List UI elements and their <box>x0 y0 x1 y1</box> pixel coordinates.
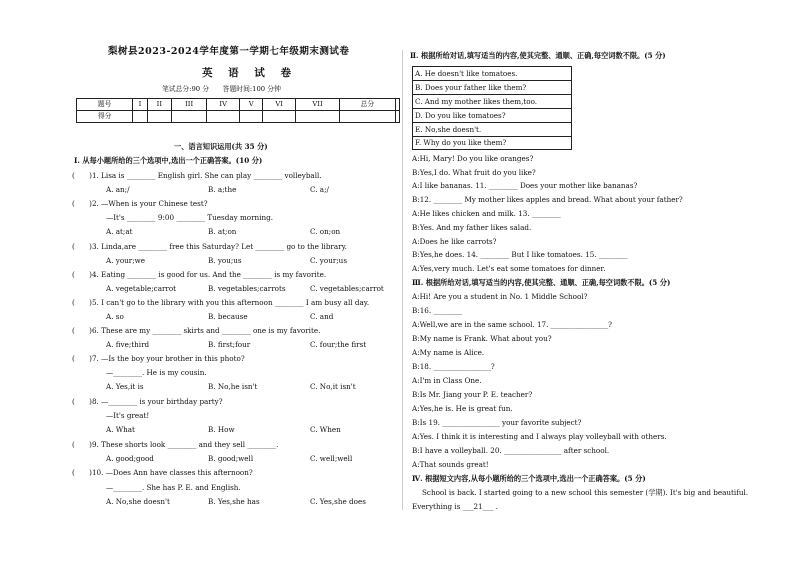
dialog2-line: B:Yes. And my father likes salad. <box>412 223 532 232</box>
section2-heading: Ⅱ. 根据所给对话,填写适当的内容,使其完整、通顺、正确,每空词数不限。(5 分) <box>410 51 666 60</box>
q7-line2: —________. He is my cousin. <box>106 368 207 377</box>
score-header-cell: 题号 <box>77 99 133 111</box>
q8-option-b[interactable]: B. How <box>208 425 235 434</box>
score-cell[interactable] <box>133 111 147 123</box>
option-e: E. No,she doesn't. <box>415 125 482 134</box>
dialog2-line: B:Yes,I do. What fruit do you like? <box>412 168 536 177</box>
score-cell[interactable] <box>339 111 395 123</box>
q10-option-a[interactable]: A. No,she doesn't <box>106 497 170 506</box>
exam-title: 梨树县2023-2024学年度第一学期七年级期末测试卷 <box>108 46 350 57</box>
question-2: ( )2. —When is your Chinese test? <box>72 199 208 208</box>
score-header-cell: III <box>172 99 207 111</box>
score-header-cell: V <box>240 99 263 111</box>
option-b: B. Does your father like them? <box>415 83 527 92</box>
options-box <box>412 66 572 150</box>
q4-option-c[interactable]: C. vegetables;carrot <box>310 284 384 293</box>
q1-option-a[interactable]: A. an;/ <box>106 185 130 194</box>
q2-line2: —It's ________ 9:00 ________ Tuesday morning. <box>106 213 273 222</box>
q6-option-c[interactable]: C. four;the first <box>310 340 367 349</box>
option-f: F. Why do you like them? <box>415 138 507 147</box>
q2-option-c[interactable]: C. on;on <box>310 227 341 236</box>
option-c: C. And my mother likes them,too. <box>415 97 538 106</box>
dialog3-line: B:Is Mr. Jiang your P. E. teacher? <box>412 390 533 399</box>
q10-option-b[interactable]: B. Yes,she has <box>208 497 260 506</box>
score-header-cell: I <box>133 99 147 111</box>
q5-option-b[interactable]: B. because <box>208 312 248 321</box>
score-header-cell <box>396 99 400 111</box>
question-10: ( )10. —Does Ann have classes this afternoon? <box>72 468 253 477</box>
dialog3-line: A:Hi! Are you a student in No. 1 Middle School? <box>412 292 588 301</box>
q7-option-a[interactable]: A. Yes,it is <box>106 382 144 391</box>
part1-heading: Ⅰ. 从每小题所给的三个选项中,选出一个正确答案。(10 分) <box>74 156 263 165</box>
question-8: ( )8. —________ is your birthday party? <box>72 397 223 406</box>
dialog3-line[interactable]: B:16. ________ <box>412 306 463 315</box>
score-header-cell: 总分 <box>339 99 395 111</box>
q3-option-a[interactable]: A. your;we <box>106 256 146 265</box>
score-cell[interactable] <box>207 111 240 123</box>
dialog2-line[interactable]: B:Yes,he does. 14. ________ But I like tomatoes. 15. ________ <box>412 250 628 259</box>
dialog3-line: A:My name is Alice. <box>412 348 485 357</box>
score-cell[interactable] <box>240 111 263 123</box>
dialog3-line: A:I'm in Class One. <box>412 376 482 385</box>
q7-option-c[interactable]: C. No,it isn't <box>310 382 356 391</box>
passage-line: School is back. I started going to a new school this semester (学期). It's big and beautiful. <box>422 488 749 497</box>
score-table <box>76 98 400 123</box>
q8-line2: —It's great! <box>106 411 150 420</box>
left-column <box>70 0 400 561</box>
dialog3-line[interactable]: A:Well,we are in the same school. 17. ________________? <box>412 320 613 329</box>
q3-option-c[interactable]: C. your;us <box>310 256 348 265</box>
dialog2-line[interactable]: A:He likes chicken and milk. 13. ________ <box>412 209 561 218</box>
question-9: ( )9. These shorts look ________ and they sell ________. <box>72 440 279 449</box>
option-d: D. Do you like tomatoes? <box>415 111 506 120</box>
dialog2-line: A:Does he like carrots? <box>412 237 497 246</box>
subject-title: 英 语 试 卷 <box>202 67 297 79</box>
question-4: ( )4. Eating ________ is good for us. And the ________ is my favorite. <box>72 270 327 279</box>
score-cell[interactable] <box>172 111 207 123</box>
dialog3-line: B:My name is Frank. What about you? <box>412 334 552 343</box>
question-3: ( )3. Linda,are ________ free this Saturday? Let ________ go to the library. <box>72 242 347 251</box>
score-header-cell: II <box>147 99 172 111</box>
section4-heading: Ⅳ. 根据短文内容,从每小题所给的三个选项中,选出一个正确答案。(5 分) <box>412 474 646 483</box>
dialog3-line[interactable]: B:I have a volleyball. 20. ________________ after school. <box>412 446 610 455</box>
q6-option-a[interactable]: A. five;third <box>106 340 150 349</box>
dialog3-line: A:Yes,he is. He is great fun. <box>412 404 513 413</box>
score-cell[interactable] <box>296 111 340 123</box>
q10-line2: —________. She has P. E. and English. <box>106 483 241 492</box>
dialog2-line[interactable]: A:I like bananas. 11. ________ Does your mother like bananas? <box>412 181 638 190</box>
exam-meta: 笔试总分:90 分 答题时间:100 分钟 <box>162 85 281 93</box>
score-cell[interactable] <box>263 111 296 123</box>
passage-line[interactable]: Everything is ___21___ . <box>412 502 498 511</box>
score-header-cell: IV <box>207 99 240 111</box>
dialog3-line: A:That sounds great! <box>412 460 489 469</box>
right-column <box>410 0 790 561</box>
dialog2-line[interactable]: B:12. ________ My mother likes apples and bread. What about your father? <box>412 195 683 204</box>
dialog3-line[interactable]: B:18. ________________? <box>412 362 495 371</box>
q9-option-b[interactable]: B. good;well <box>208 454 254 463</box>
score-header-cell: VII <box>296 99 340 111</box>
q9-option-c[interactable]: C. well;well <box>310 454 353 463</box>
question-7: ( )7. —Is the boy your brother in this photo? <box>72 354 245 363</box>
dialog2-line: A:Hi, Mary! Do you like oranges? <box>412 154 534 163</box>
question-1: ( )1. Lisa is ________ English girl. She can play ________ volleyball. <box>72 171 322 180</box>
dialog3-line[interactable]: B:Is 19. ________________ your favorite subject? <box>412 418 582 427</box>
score-cell[interactable] <box>396 111 400 123</box>
column-divider <box>402 50 403 510</box>
q5-option-c[interactable]: C. and <box>310 312 334 321</box>
section1-heading: 一、语言知识运用(共 35 分) <box>174 142 268 151</box>
section3-heading: Ⅲ. 根据所给对话,填写适当的内容,使其完整、通顺、正确,每空词数不限。(5 分) <box>412 278 671 287</box>
q7-option-b[interactable]: B. No,he isn't <box>208 382 258 391</box>
score-row-label: 得分 <box>77 111 133 123</box>
score-header-cell: VI <box>263 99 296 111</box>
q5-option-a[interactable]: A. so <box>106 312 124 321</box>
dialog3-line: A:Yes. I think it is interesting and I always play volleyball with others. <box>412 432 667 441</box>
option-a: A. He doesn't like tomatoes. <box>415 69 518 78</box>
score-cell[interactable] <box>147 111 172 123</box>
q1-option-c[interactable]: C. a;/ <box>310 185 329 194</box>
dialog2-line: A:Yes,very much. Let's eat some tomatoes for dinner. <box>412 264 606 273</box>
q8-option-c[interactable]: C. When <box>310 425 341 434</box>
q1-option-b[interactable]: B. a;the <box>208 185 237 194</box>
q6-option-b[interactable]: B. first;four <box>208 340 251 349</box>
q4-option-a[interactable]: A. vegetable;carrot <box>106 284 177 293</box>
q9-option-a[interactable]: A. good;good <box>106 454 154 463</box>
question-6: ( )6. These are my ________ skirts and ________ one is my favorite. <box>72 326 321 335</box>
q4-option-b[interactable]: B. vegetables;carrots <box>208 284 286 293</box>
q10-option-c[interactable]: C. Yes,she does <box>310 497 366 506</box>
q3-option-b[interactable]: B. you;us <box>208 256 242 265</box>
question-5: ( )5. I can't go to the library with you this afternoon ________ I am busy all day. <box>72 298 370 307</box>
q8-option-a[interactable]: A. What <box>106 425 135 434</box>
q2-option-b[interactable]: B. at;on <box>208 227 237 236</box>
q2-option-a[interactable]: A. at;at <box>106 227 133 236</box>
